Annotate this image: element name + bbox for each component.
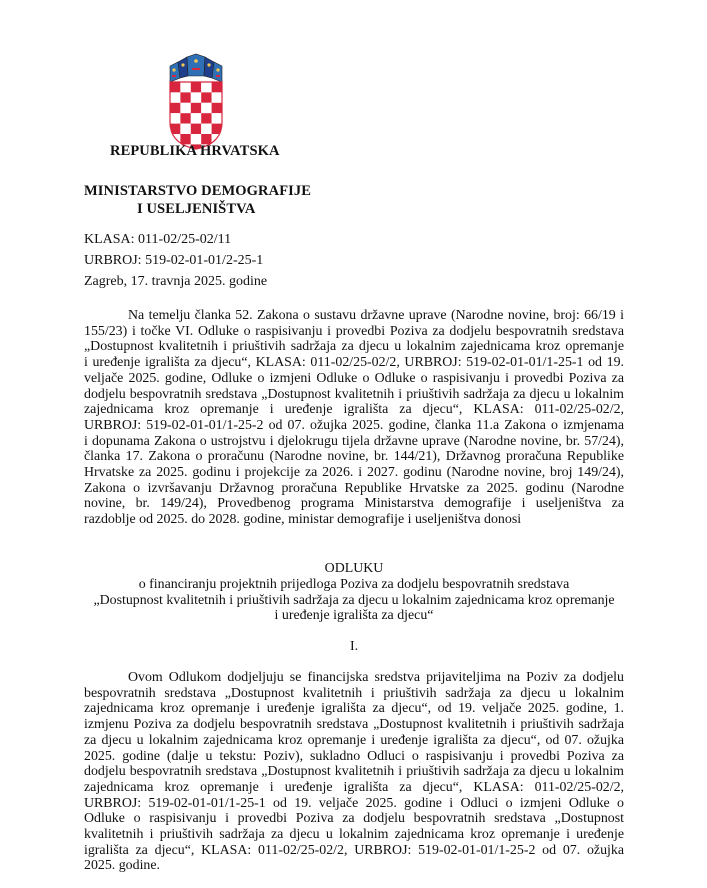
shield-check [191,92,201,102]
shield-check [180,103,190,113]
text-line: igrališta za djecu“, KLASA: 011-02/25-02/2, URBROJ: 519-02-01-01/1-25-2 od 07. ožujka [84,842,624,858]
shield-check [170,82,180,92]
klasa-number: KLASA: 011-02/25-02/11 [84,232,232,247]
shield-check [212,103,222,113]
text-line: zajednicama kroz opremanje i uređenje igrališta za djecu“, KLASA: 011-02/25-02/2, [84,779,624,795]
shield-check [191,103,201,113]
shield-check [191,82,201,92]
text-line: 155/23) i točke VI. Odluke o raspisivanju i provedbi Poziva za dodjelu bespovratnih sredstava [84,323,624,339]
subtitle-line: o financiranju projektnih prijedloga Poziva za dodjelu bespovratnih sredstava [138,577,570,592]
text-line: i dopunama Zakona o ustrojstvu i djelokrugu tijela državne uprave (Narodne novine, br. 57/24), [84,433,624,449]
text-line: Odluke o raspisivanju i provedbi Poziva za dodjelu bespovratnih sredstava „Dostupnost [84,811,624,827]
shield-check [212,82,222,92]
text-line: kvalitetnih i priuštivih sadržaja za djecu u lokalnim zajednicama kroz opremanje i uređenje [84,827,624,843]
shield-check [180,124,190,134]
shield-check [170,113,180,123]
urbroj-number: URBROJ: 519-02-01-01/2-25-1 [84,253,264,268]
ministry-name-line2: I USELJENIŠTVA [137,201,256,217]
shield-check [180,113,190,123]
shield-check [201,124,211,134]
text-line: Ovom Odlukom dodjeljuju se financijska sredstva prijaviteljima na Poziv za dodjelu [128,670,624,685]
text-line: Zakona o izvršavanju Državnog proračuna Republike Hrvatske za 2025. godinu (Narodne [84,480,624,496]
text-line: članka 17. Zakona o proračunu (Narodne novine, br. 144/21), Državnog proračuna Republike [84,449,624,465]
text-line: bespovratnih sredstava „Dostupnost kvalitetnih i priuštivih sadržaja za djecu u lokalnim [84,685,624,701]
section-number: I. [349,639,359,654]
text-line: 2025. godine. [84,858,161,874]
shield-check [201,113,211,123]
subtitle-line: „Dostupnost kvalitetnih i priuštivih sadržaja za djecu u lokalnim zajednicama kroz opremanje [93,592,615,608]
shield-check [180,82,190,92]
decision-subtitle [84,577,624,624]
text-line: dodjelu bespovratnih sredstava „Dostupnost kvalitetnih i priuštivih sadržaja za djecu u lokalnim [84,386,624,402]
text-line: URBROJ: 519-02-01-01/1-25-1 od 19. veljače 2025. godine i Odluci o izmjeni Odluke o [84,795,624,811]
shield-check [180,92,190,102]
text-line: Hrvatske za 2025. godinu i projekcije za 2026. i 2027. godinu (Narodne novine, broj 149/24), [84,465,624,481]
shield-check [201,103,211,113]
decision-title: ODLUKU [324,561,384,576]
shield-check [191,113,201,123]
text-line: 2025. godine (dalje u tekstu: Poziv), sukladno Odluci o raspisivanju i provedbi Poziva za [84,748,624,764]
country-name: REPUBLIKA HRVATSKA [110,143,280,159]
croatian-coat-of-arms-icon [168,52,224,150]
text-line: za djecu u lokalnim zajednicama kroz opremanje i uređenje igrališta za djecu“, od 07. ožujka [84,732,624,748]
text-line: „Dostupnost kvalitetnih i priuštivih sadržaja za djecu u lokalnim zajednicama kroz opremanje [84,339,624,355]
shield-check [191,124,201,134]
text-line: veljače 2025. godine, Odluke o izmjeni Odluke o Odluke o raspisivanju i provedbi Poziva za [84,370,624,386]
text-line: Na temelju članka 52. Zakona o sustavu državne uprave (Narodne novine, broj: 66/19 i [128,308,624,323]
shield-check [170,92,180,102]
section-one-paragraph [84,670,624,874]
ministry-name-line1: MINISTARSTVO DEMOGRAFIJE [84,183,312,199]
subtitle-line: i uređenje igrališta za djecu“ [274,608,434,624]
text-line: izmjenu Poziva za dodjelu bespovratnih sredstava „Dostupnost kvalitetnih i priuštivih sadržaja [84,717,624,733]
preamble-paragraph [84,308,624,528]
text-line: zajednicama kroz opremanje i uređenje igrališta za djecu“, od 19. veljače 2025. godine, 1. [84,701,624,717]
text-line: zajednicama kroz opremanje i uređenje igrališta za djecu“, KLASA: 011-02/25-02/2, [84,402,624,418]
shield-check [212,92,222,102]
place-and-date: Zagreb, 17. travnja 2025. godine [84,274,268,289]
shield-check [201,92,211,102]
shield-check [170,103,180,113]
text-line: novine, br. 149/24), Provedbenog programa Ministarstva demografije i useljeništva za [84,496,624,512]
shield-check [212,113,222,123]
text-line: URBROJ: 519-02-01-01/1-25-2 od 07. ožujka 2025. godine, članka 11.a Zakona o izmjenama [84,417,624,433]
text-line: razdoblje od 2025. do 2028. godine, ministar demografije i useljeništva donosi [84,512,522,528]
shield-check [201,82,211,92]
text-line: i uređenje igrališta za djecu“, KLASA: 011-02/25-02/2, URBROJ: 519-02-01-01/1-25-1 od 19. [84,355,624,371]
text-line: dodjelu bespovratnih sredstava „Dostupnost kvalitetnih i priuštivih sadržaja za djecu u lokalnim [84,764,624,780]
